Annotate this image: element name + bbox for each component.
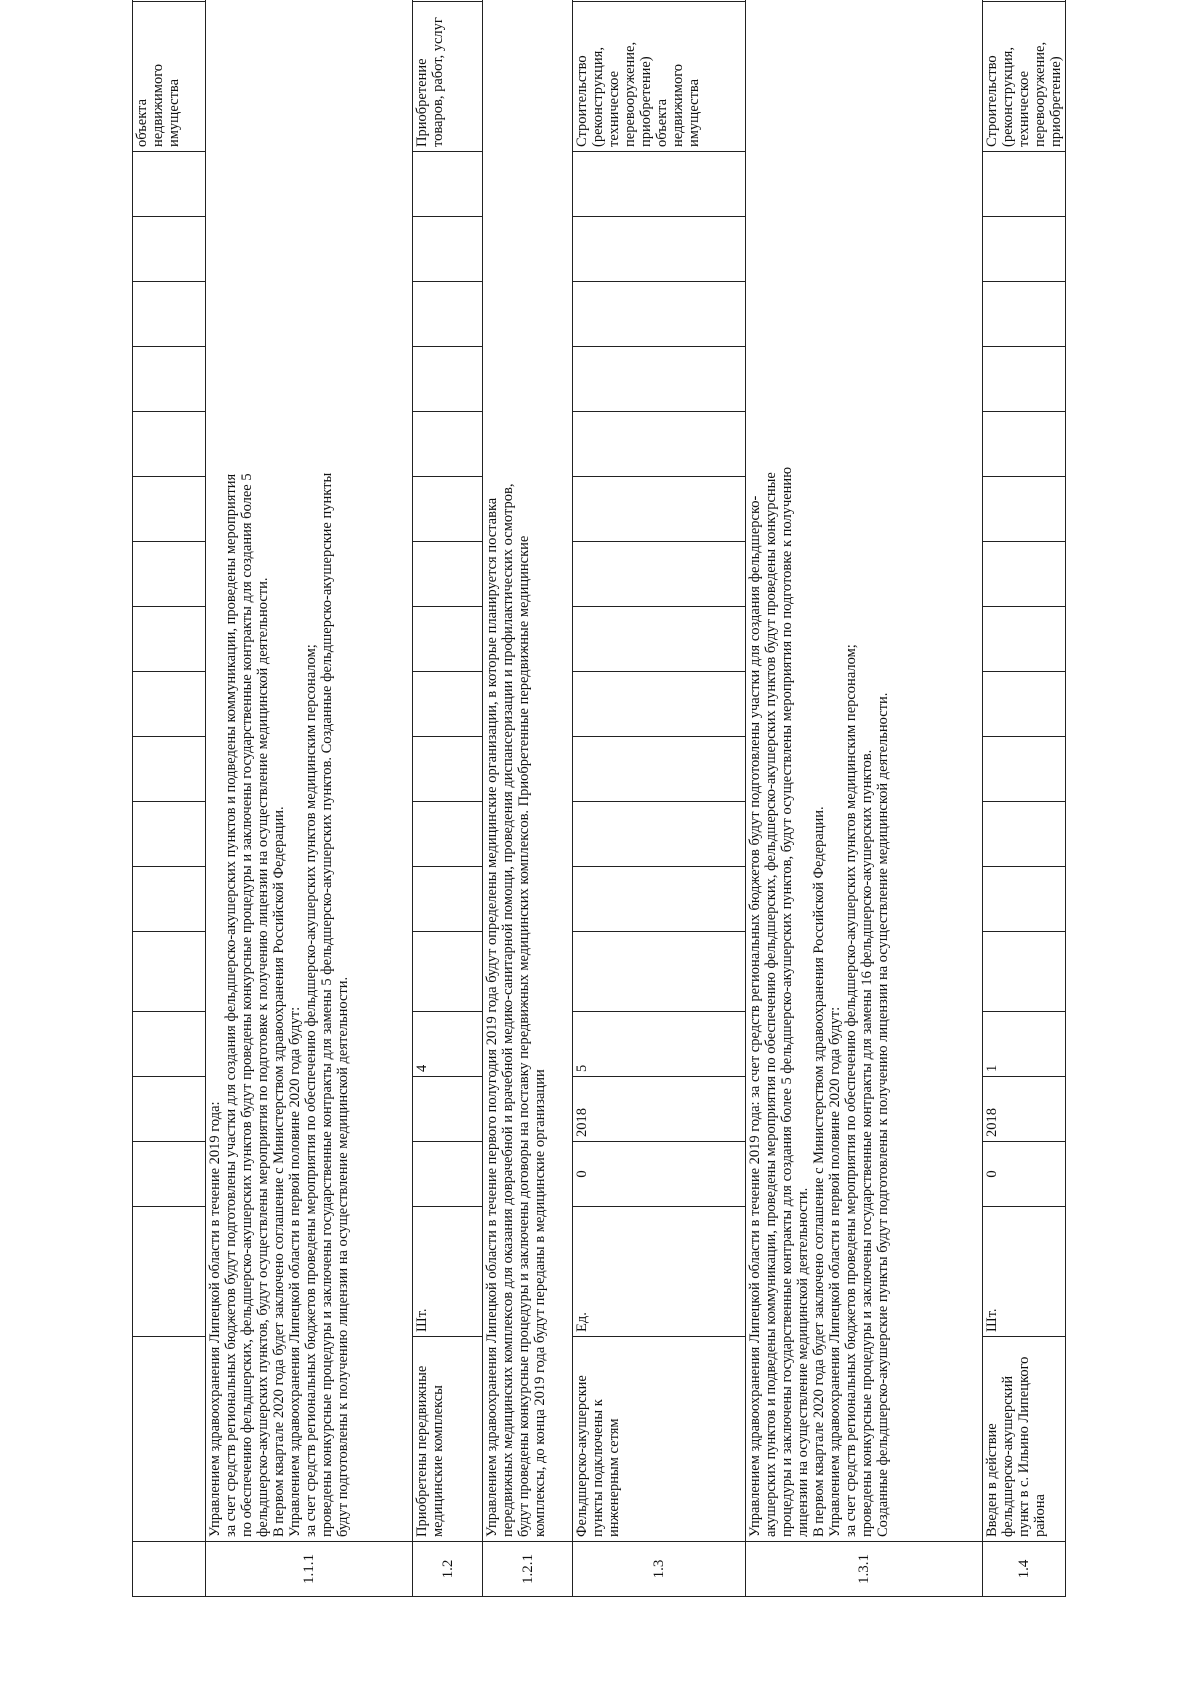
- target-value: 1: [983, 1012, 1066, 1077]
- flag-cell: [983, 0, 1066, 2]
- unit-cell: Ед.: [573, 1207, 746, 1337]
- unit-cell: Шт.: [983, 1207, 1066, 1337]
- table-row: [413, 0, 483, 1597]
- target-value: 4: [413, 1012, 483, 1077]
- table-row: [746, 0, 983, 1597]
- result-name: Введен в действие фельдшерско-акушерский пункт в с. Ильино Липецкого района: [983, 1337, 1066, 1542]
- rotated-page: [132, 17, 1064, 1597]
- flag-cell: [573, 0, 746, 2]
- row-number: 1.3: [573, 1542, 746, 1597]
- row-number: 1.4: [983, 1542, 1066, 1597]
- type-cell: Строительство (реконструкция, техническое перевооружение, приобретение): [983, 2, 1066, 152]
- type-cell: Приобретение товаров, работ, услуг: [413, 2, 483, 152]
- row-number: 1.2: [413, 1542, 483, 1597]
- project-results-table: [132, 0, 1066, 1597]
- flag-cell: [413, 0, 483, 2]
- base-value: 0: [983, 1142, 1066, 1207]
- base-year: 2018: [983, 1077, 1066, 1142]
- row-number: 1.2.1: [483, 1542, 573, 1597]
- target-value: 5: [573, 1012, 746, 1077]
- result-name: Фельдшерско-акушерские пункты подключены к инженерным сетям: [573, 1337, 746, 1542]
- type-cell: объекта недвижимого имущества: [133, 2, 206, 152]
- unit-cell: Шт.: [413, 1207, 483, 1337]
- base-value: 0: [573, 1142, 746, 1207]
- result-name: Приобретены передвижные медицинские комплексы: [413, 1337, 483, 1542]
- table-row: [573, 0, 746, 1597]
- description-cell: Управлением здравоохранения Липецкой области в течение 2019 года: за счет средств региональных бюджетов будут подготовлены участки для создания фельдшерско- акушерских пунктов и подведены коммуникации, проведены мероприятия по обеспечению фельдшерских, фельдшерско-акушерских пунктов будут проведены конкурсные процедуры и заключены государственные контракты для создания более 5 фельдшерско-акушерских пунктов, будут осуществлены мероприятия по подготовке к получению лицензии на осуществление медицинской деятельности. В первом квартале 2020 года будет заключено соглашение с Министерством здравоохранения Российской Федерации. Управлением здравоохранения Липецкой области в первой половине 2020 года будут: за счет средств региональных бюджетов проведены мероприятия по обеспечению фельдшерско-акушерских пунктов медицинским персоналом; проведены конкурсные процедуры и заключены государственные контракты для замены 16 фельдшерско-акушерских пунктов. Созданные фельдшерско-акушерские пункты будут подготовлены к получению лицензии на осуществление медицинской деятельности.: [746, 0, 983, 1542]
- type-cell: Строительство (реконструкция, техническое перевооружение, приобретение) объекта недвижимого имущества: [573, 2, 746, 152]
- row-number: 1.3.1: [746, 1542, 983, 1597]
- base-year: 2018: [573, 1077, 746, 1142]
- table-row: [133, 0, 206, 1597]
- description-cell: Управлением здравоохранения Липецкой области в течение первого полугодия 2019 года будут определены медицинские организации, в которые планируется поставка передвижных медицинских комплексов для оказания доврачебной и врачебной медико-санитарной помощи, проведения диспансеризации и профилактических осмотров, будут проведены конкурсные процедуры и заключены договоры на поставку передвижных медицинских комплексов. Приобретенные передвижные медицинские комплексы, до конца 2019 года будут переданы в медицинские организации: [483, 0, 573, 1542]
- description-cell: Управлением здравоохранения Липецкой области в течение 2019 года: за счет средств региональных бюджетов будут подготовлены участки для создания фельдшерско-акушерских пунктов и подведены коммуникации, проведены мероприятия по обеспечению фельдшерских, фельдшерско-акушерских пунктов будут проведены конкурсные процедуры и заключены государственные контракты для создания более 5 фельдшерско-акушерских пунктов, будут осуществлены мероприятия по подготовке к получению лицензии на осуществление медицинской деятельности. В первом квартале 2020 года будет заключено соглашение с Министерством здравоохранения Российской Федерации. Управлением здравоохранения Липецкой области в первой половине 2020 года будут: за счет средств региональных бюджетов проведены мероприятия по обеспечению фельдшерско-акушерских пунктов медицинским персоналом; проведены конкурсные процедуры и заключены государственные контракты для замены 5 фельдшерско-акушерских пунктов. Созданные фельдшерско-акушерские пункты будут подготовлены к получению лицензии на осуществление медицинской деятельности.: [206, 0, 413, 1542]
- table-row: [483, 0, 573, 1597]
- row-number: 1.1.1: [206, 1542, 413, 1597]
- table-row: [983, 0, 1066, 1597]
- table-row: [206, 0, 413, 1597]
